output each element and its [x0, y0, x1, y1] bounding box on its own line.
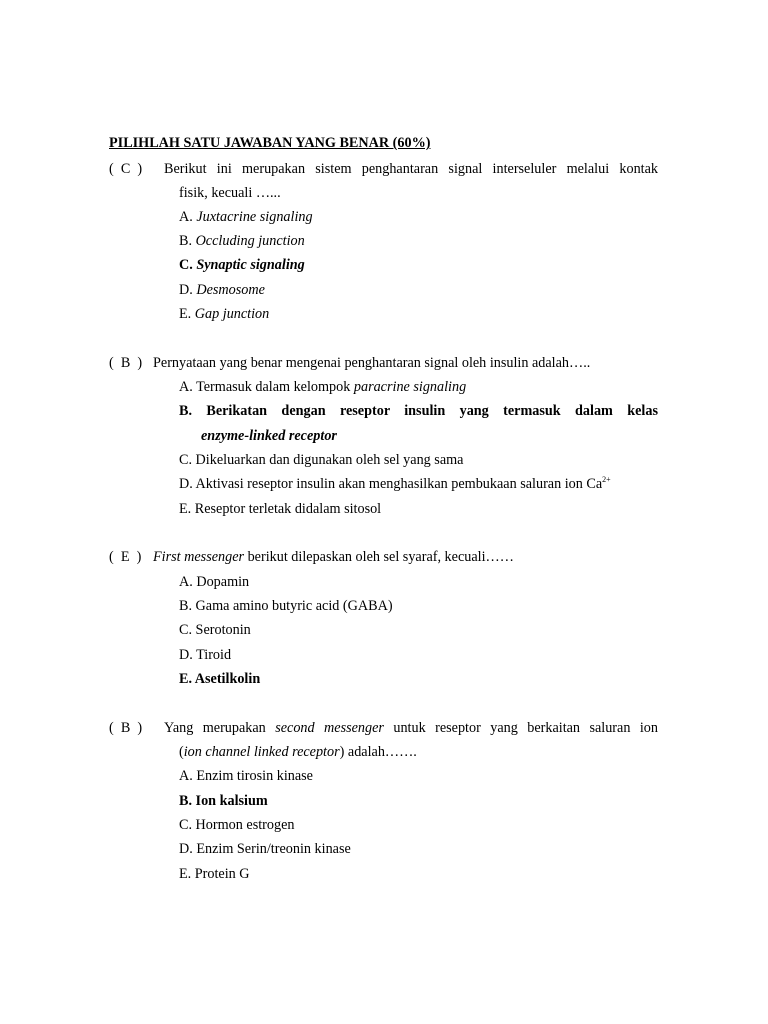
q4-stem-line1: [164, 720, 658, 737]
q3-option-c: C. Serotonin: [179, 622, 251, 638]
q2-option-d: [179, 476, 611, 493]
q2-stem: Pernyataan yang benar mengenai penghantaran signal oleh insulin adalah…..: [153, 355, 591, 371]
q4-option-b-correct: B. Ion kalsium: [179, 793, 268, 809]
q2-option-d-text: D. Aktivasi reseptor insulin akan menghasilkan pembukaan saluran ion Ca: [179, 476, 603, 492]
q1-option-e: [179, 306, 269, 323]
q4-answer: ( B ): [109, 720, 143, 736]
section-heading: PILIHLAH SATU JAWABAN YANG BENAR (60%): [109, 135, 431, 151]
q4-stem2-open: (: [179, 744, 184, 760]
q2-answer: ( B ): [109, 355, 143, 371]
q1-option-a-prefix: A.: [179, 209, 197, 225]
q3-option-b: B. Gama amino butyric acid (GABA): [179, 598, 393, 614]
q2-option-a: [179, 379, 466, 396]
q3-stem-italic: First messenger: [153, 549, 245, 565]
q3-option-d: D. Tiroid: [179, 647, 232, 663]
q1-stem-line1: Berikut ini merupakan sistem penghantaran signal interseluler melalui kontak: [164, 161, 658, 177]
q4-option-a: A. Enzim tirosin kinase: [179, 768, 313, 784]
q2-option-b-correct: B. Berikatan dengan reseptor insulin yang termasuk dalam kelas: [179, 403, 658, 419]
q3-stem: [153, 549, 514, 566]
q1-option-c-correct: [179, 257, 305, 274]
q1-answer: ( C ): [109, 161, 143, 177]
q4-stem-a: Yang merupakan: [164, 720, 276, 736]
q2-option-a-prefix: A. Termasuk dalam kelompok: [179, 379, 354, 395]
q1-option-b-text: Occluding junction: [195, 233, 305, 249]
q3-option-e-correct: E. Asetilkolin: [179, 671, 261, 687]
q4-option-e: E. Protein G: [179, 866, 250, 882]
q4-stem2-rest: ) adalah…….: [339, 744, 417, 760]
q1-option-b: [179, 233, 305, 250]
q1-stem-line2: fisik, kecuali …...: [179, 185, 281, 201]
q4-stem-italic: second messenger: [275, 720, 384, 736]
q3-answer: ( E ): [109, 549, 142, 565]
q1-option-d: [179, 282, 265, 299]
q3-option-a: A. Dopamin: [179, 574, 250, 590]
q1-option-d-prefix: D.: [179, 282, 197, 298]
q4-option-d: D. Enzim Serin/treonin kinase: [179, 841, 351, 857]
q4-stem-line2: [179, 744, 417, 761]
q1-option-a-text: Juxtacrine signaling: [196, 209, 313, 225]
q4-stem2-italic: ion channel linked receptor: [183, 744, 340, 760]
q2-option-e: E. Reseptor terletak didalam sitosol: [179, 501, 382, 517]
q1-option-e-prefix: E.: [179, 306, 195, 322]
q2-option-c: C. Dikeluarkan dan digunakan oleh sel yang sama: [179, 452, 464, 468]
q1-option-b-prefix: B.: [179, 233, 196, 249]
q3-stem-rest: berikut dilepaskan oleh sel syaraf, kecuali……: [244, 549, 514, 565]
q1-option-c-prefix: C.: [179, 257, 197, 273]
q1-option-c-text: Synaptic signaling: [196, 257, 305, 273]
q1-option-e-text: Gap junction: [194, 306, 270, 322]
q2-option-a-text: paracrine signaling: [353, 379, 467, 395]
q1-option-a: [179, 209, 313, 226]
q4-stem-b: untuk reseptor yang berkaitan saluran ion: [383, 720, 658, 736]
q2-option-b-cont: enzyme-linked receptor: [201, 428, 337, 444]
q2-option-d-sup: 2+: [602, 475, 611, 484]
q1-option-d-text: Desmosome: [196, 282, 265, 298]
q4-option-c: C. Hormon estrogen: [179, 817, 295, 833]
